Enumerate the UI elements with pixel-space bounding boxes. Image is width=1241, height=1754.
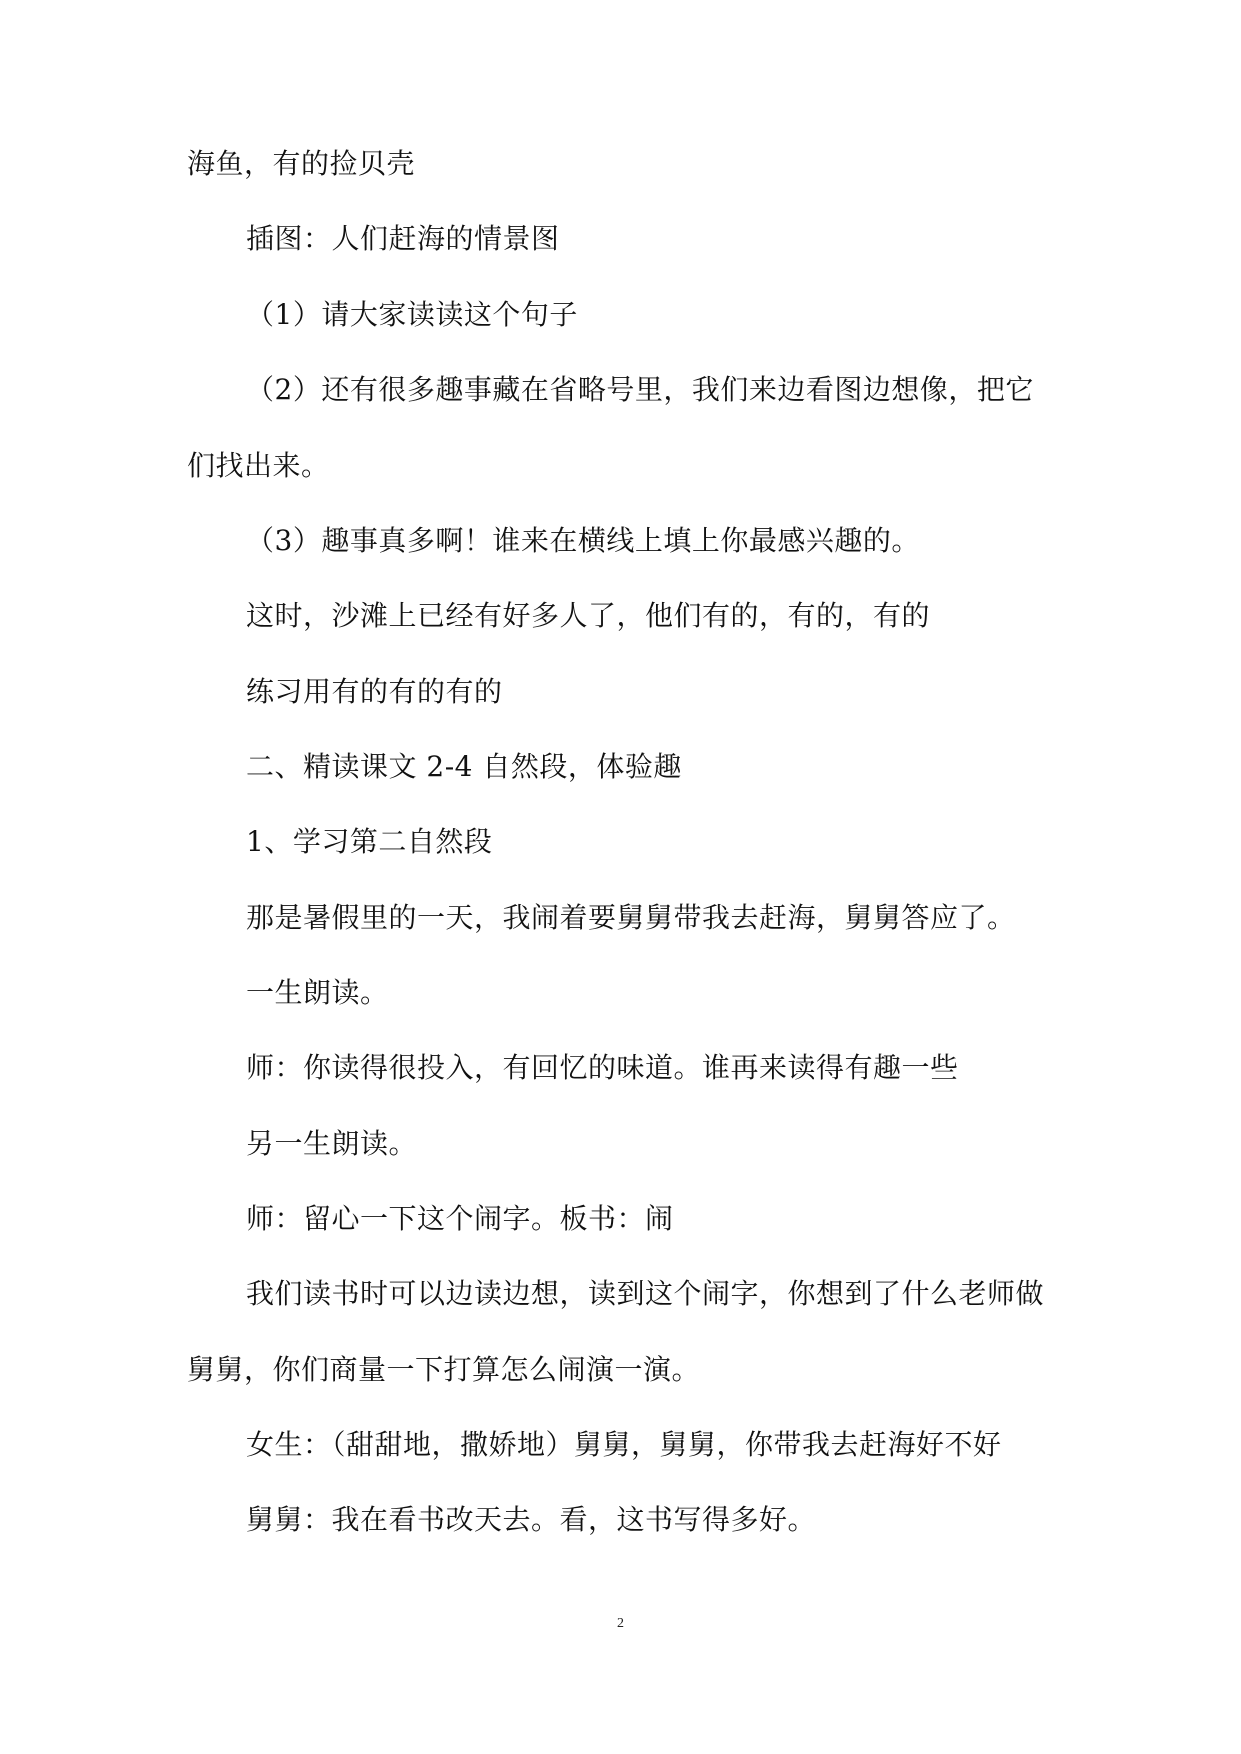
subsection-heading: 1、学习第二自然段 (246, 825, 493, 858)
text-line: 练习用有的有的有的 (246, 675, 503, 708)
text-line: 们找出来。 (187, 449, 330, 482)
text-line: 海鱼，有的捡贝壳 (187, 147, 416, 180)
text-line: 那是暑假里的一天，我闹着要舅舅带我去赶海，舅舅答应了。 (246, 901, 1016, 934)
text-line: 另一生朗读。 (246, 1127, 418, 1160)
text-line: 舅舅，你们商量一下打算怎么闹演一演。 (187, 1353, 701, 1386)
text-line: 一生朗读。 (246, 976, 389, 1009)
text-line: 这时，沙滩上已经有好多人了，他们有的，有的，有的 (246, 599, 931, 632)
text-line: 插图：人们赶海的情景图 (246, 222, 560, 255)
text-line: （2）还有很多趣事藏在省略号里，我们来边看图边想像，把它 (246, 373, 1034, 406)
text-line: 女生：（甜甜地，撒娇地）舅舅，舅舅，你带我去赶海好不好 (246, 1428, 1002, 1461)
text-line: 我们读书时可以边读边想，读到这个闹字，你想到了什么老师做 (246, 1277, 1045, 1310)
text-line: （3）趣事真多啊！谁来在横线上填上你最感兴趣的。 (246, 524, 920, 557)
text-line: 师：你读得很投入，有回忆的味道。谁再来读得有趣一些 (246, 1051, 959, 1084)
page-number: 2 (617, 1616, 624, 1631)
text-line: 舅舅：我在看书改天去。看，这书写得多好。 (246, 1503, 817, 1536)
text-line: 师：留心一下这个闹字。板书：闹 (246, 1202, 674, 1235)
section-heading: 二、精读课文 2-4 自然段，体验趣 (246, 750, 682, 783)
text-line: （1）请大家读读这个句子 (246, 298, 578, 331)
